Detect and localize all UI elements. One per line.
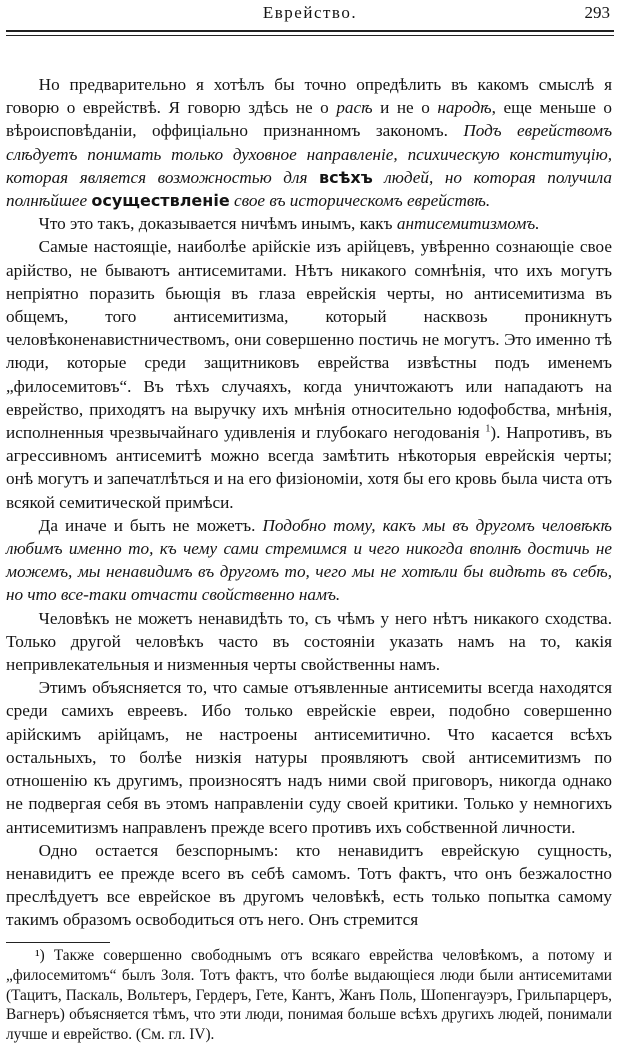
body-text xyxy=(6,73,612,932)
text-span: Одно остается безспорнымъ: кто ненавидитъ еврейскую сущность, ненавидитъ ее прежде всего въ себѣ самомъ. Тотъ фактъ, что онъ безжалостно преслѣдуетъ все еврейское въ другомъ человѣкѣ, есть только попытка самому такимъ образомъ освободиться отъ него. Онъ стремится xyxy=(6,840,612,930)
bold-text: всѣхъ xyxy=(319,167,373,187)
footnote-marker: 1 xyxy=(485,423,491,435)
text-span: Что это такъ, доказывается ничѣмъ инымъ, какъ xyxy=(38,214,397,234)
paragraph xyxy=(6,235,612,513)
text-span: Но предварительно я хотѣлъ бы точно опредѣлить въ какомъ смыслѣ я говорю о еврействѣ. Я говорю здѣсь не о xyxy=(6,75,612,118)
running-title: Еврейство. xyxy=(262,3,358,22)
italic-text: расѣ xyxy=(336,98,373,118)
paragraph xyxy=(6,607,612,677)
italic-text: Подъ еврействомъ слѣдуетъ понимать только духовное направленіе, психическую конституцію, которая является возможностью для xyxy=(6,121,612,187)
text-span: Да иначе и быть не можетъ. xyxy=(38,515,263,535)
text-span: Этимъ объясняется то, что самые отъявленные антисемиты всегда находятся среди самихъ евреевъ. Ибо только еврейскіе евреи, подобно совершенно арійскимъ арійцамъ, не настроены антисемитично. Что касается всѣхъ остальныхъ, то болѣе низкія натуры проявляютъ свой антисемитизмъ по отношенію къ другимъ, произносятъ надъ ними свой приговоръ, никогда однако не подвергая себя въ этомъ направленіи суду своей критики. Только у немногихъ антисемитизмъ направленъ прежде всего противъ ихъ собственной личности. xyxy=(6,678,612,837)
paragraph xyxy=(6,839,612,932)
text-span: Человѣкъ не можетъ ненавидѣть то, съ чѣмъ у него нѣтъ никакого сходства. Только другой человѣкъ часто въ состояніи указать намъ на то, какія непривлекательныя и низменныя черты свойственны намъ. xyxy=(6,608,612,675)
italic-text: антисемитизмомъ. xyxy=(396,214,540,234)
page-header xyxy=(6,2,614,26)
paragraph xyxy=(6,676,612,838)
text-span: и не о xyxy=(372,98,438,118)
italic-text: Подобно тому, какъ мы въ другомъ человѣкѣ любимъ именно то, къ чему сами стремимся и чего никогда вполнѣ достичь не можемъ, мы ненавидимъ въ другомъ то, чего мы не хотѣли бы видѣть въ себѣ, но что все-таки отчасти свойственно намъ. xyxy=(6,515,612,605)
text-span: Самые настоящіе, наиболѣе арійскіе изъ арійцевъ, увѣренно сознающіе свое арійство, не бываютъ антисемитами. Нѣтъ никакого сомнѣнія, что ихъ могутъ непріятно поразить бьющія въ глаза еврейскія черты, но антисемитизма въ общемъ, того антисемитизма, который насквозь проникнутъ человѣконенавистничествомъ, они совершенно постичь не могутъ. Это именно тѣ люди, которые среди защитниковъ еврейства извѣстны подъ именемъ „филосемитовъ“. Въ тѣхъ случаяхъ, когда уничтожаютъ или нападаютъ на еврейство, приходятъ на выручку ихъ мнѣнія относительно юдофобства, мнѣнія, исполненныя чрезвычайнаго удивленія и глубокаго негодованія xyxy=(6,237,612,443)
header-rule-top xyxy=(6,30,614,32)
text-span: , еще меньше о вѣроисповѣданіи, оффиціально признанномъ закономъ. xyxy=(6,98,613,141)
header-rule-bottom xyxy=(6,35,614,36)
footnote xyxy=(6,946,612,1045)
italic-text: народѣ xyxy=(437,98,492,118)
bold-text: осуществленіе xyxy=(91,191,230,211)
page-number: 293 xyxy=(584,3,610,22)
italic-text: людей, но которая получила полнѣйшее xyxy=(6,167,612,211)
paragraph xyxy=(6,212,612,235)
paragraph xyxy=(6,73,612,212)
footnote-text: ¹) Также совершенно свободнымъ отъ всякаго еврейства человѣкомъ, а потому и „филосемитомъ“ былъ Золя. Тотъ фактъ, что болѣе выдающіеся люди были антисемитами (Тацитъ, Паскаль, Вольтеръ, Гердеръ, Гете, Кантъ, Жанъ Поль, Шопенгауэръ, Грильпарцеръ, Вагнеръ) объясняется тѣмъ, что эти люди, понимая больше всѣхъ другихъ людей, понимали лучше и еврейство. (См. гл. IV). xyxy=(6,947,612,1044)
text-span: ). Напротивъ, въ агрессивномъ антисемитѣ можно всегда замѣтить нѣкоторыя еврейскія черты; онѣ могутъ и запечатлѣться и на его физіономіи, хотя бы его кровь была чиста отъ всякой семитической примѣси. xyxy=(6,423,613,512)
paragraph xyxy=(6,514,612,607)
italic-text: свое въ историческомъ еврействѣ. xyxy=(229,191,491,211)
footnote-rule xyxy=(6,942,110,943)
